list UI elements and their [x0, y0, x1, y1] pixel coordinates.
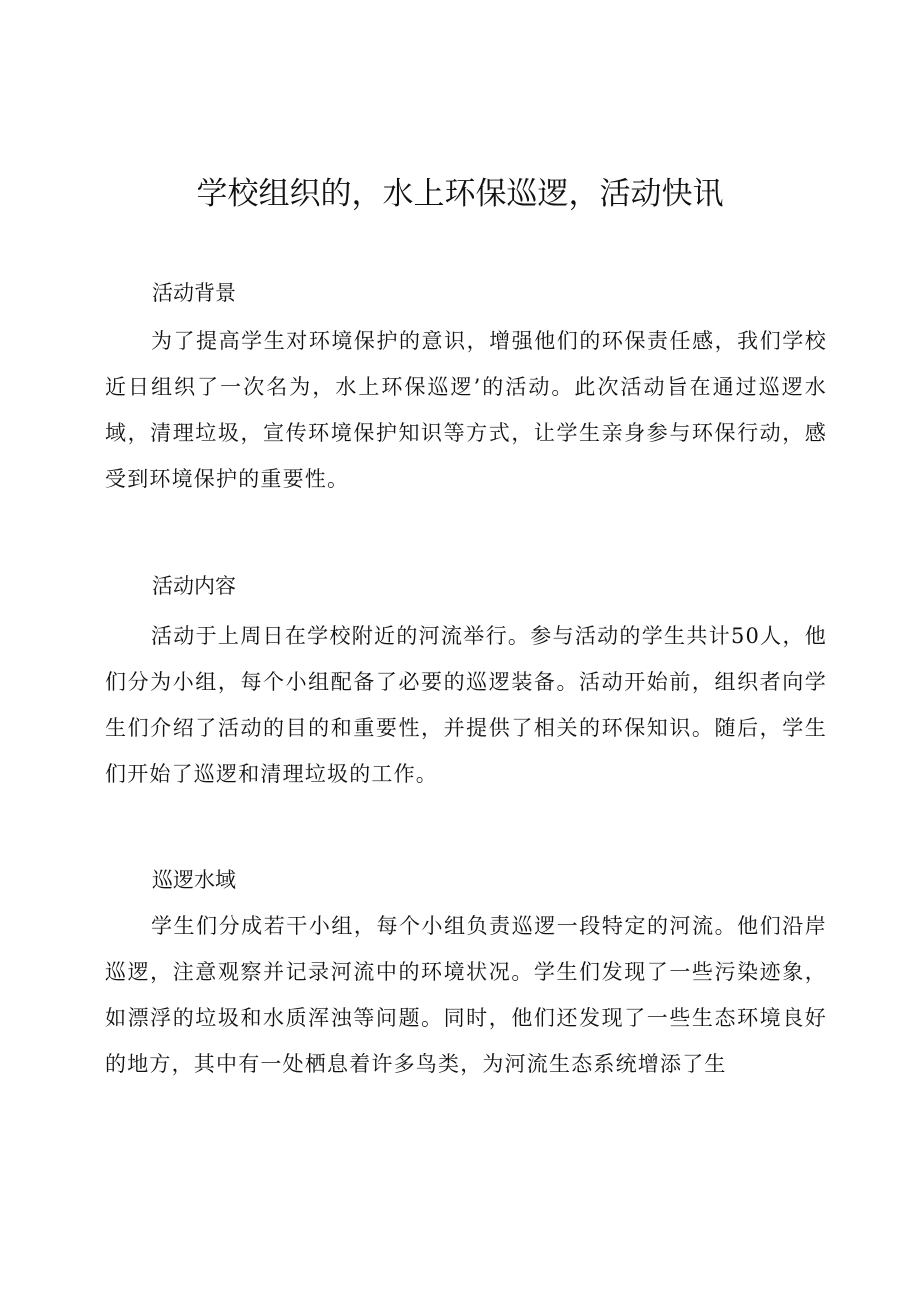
section-body-content: 活动于上周日在学校附近的河流举行。参与活动的学生共计50人，他们分为小组，每个小组配备了必要的巡逻装备。活动开始前，组织者向学生们介绍了活动的目的和重要性，并提供了相关的环保知识。随后，学生们开始了巡逻和清理垃圾的工作。 [105, 624, 827, 786]
document-title: 学校组织的，水上环保巡逻，活动快讯 [196, 176, 724, 212]
section-heading-background: 活动背景 [152, 281, 236, 305]
section-body-patrol: 学生们分成若干小组，每个小组负责巡逻一段特定的河流。他们沿岸巡逻，注意观察并记录河流中的环境状况。学生们发现了一些污染迹象，如漂浮的垃圾和水质浑浊等问题。同时，他们还发现了一些生态环境良好的地方，其中有一处栖息着许多鸟类，为河流生态系统增添了生 [105, 914, 827, 1076]
section-body-background: 为了提高学生对环境保护的意识，增强他们的环保责任感，我们学校近日组织了一次名为，水上环保巡逻’的活动。此次活动旨在通过巡逻水域，清理垃圾，宣传环境保护知识等方式，让学生亲身参与环保行动，感受到环境保护的重要性。 [105, 329, 827, 491]
section-heading-patrol: 巡逻水域 [152, 868, 236, 892]
section-heading-content: 活动内容 [152, 574, 236, 598]
